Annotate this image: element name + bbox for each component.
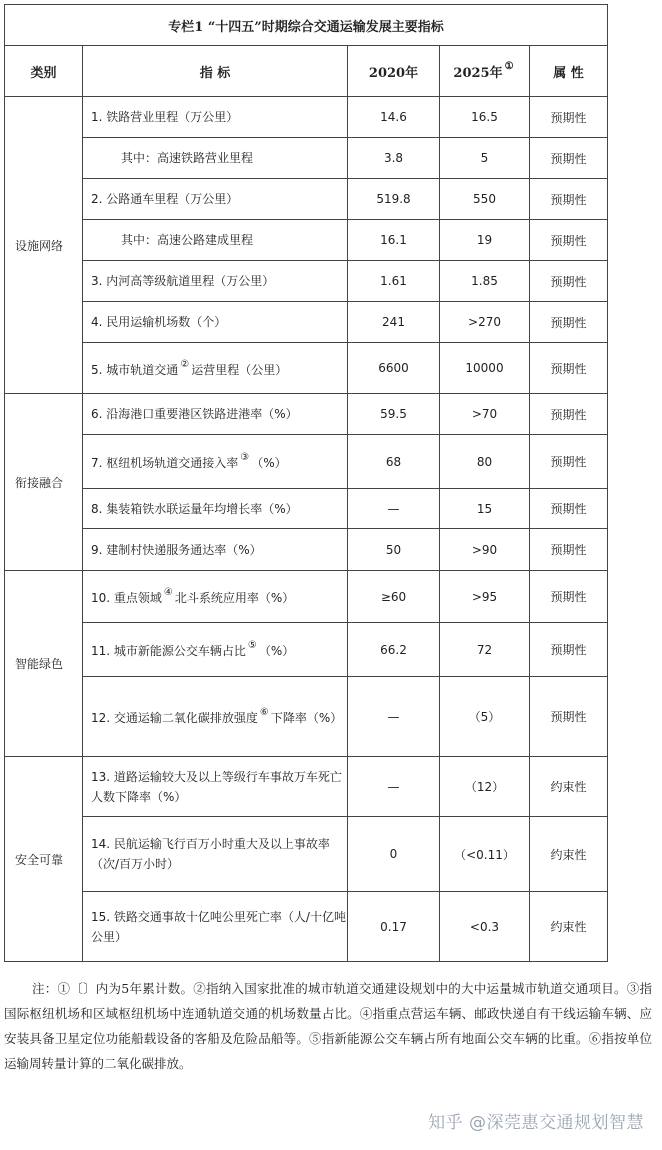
table-row [5, 302, 608, 343]
header-attribute: 属 性 [530, 46, 608, 97]
category-safety-reliability: 安全可靠 [5, 757, 83, 962]
indicator-label: 14. 民航运输飞行百万小时重大及以上事故率（次/百万小时） [83, 817, 348, 892]
value-2025: 19 [440, 220, 530, 261]
value-2020: 3.8 [348, 138, 440, 179]
indicator-label-b: 北斗系统应用率（%） [174, 591, 295, 605]
indicator-label: 15. 铁路交通事故十亿吨公里死亡率（人/十亿吨公里） [83, 892, 348, 962]
value-2020: — [348, 489, 440, 529]
table-row [5, 677, 608, 757]
indicator-label: 2. 公路通车里程（万公里） [83, 179, 348, 220]
table-row [5, 817, 608, 892]
value-2025: 5 [440, 138, 530, 179]
value-2025: 15 [440, 489, 530, 529]
indicator-label: 1. 铁路营业里程（万公里） [83, 97, 348, 138]
value-2025: （12） [440, 757, 530, 817]
indicator-label [83, 435, 348, 489]
table-row [5, 757, 608, 817]
category-facility-network: 设施网络 [5, 97, 83, 394]
table-row [5, 394, 608, 435]
table-row [5, 892, 608, 962]
header-category: 类别 [5, 46, 83, 97]
indicator-label-b: 下降率（%） [270, 711, 343, 725]
header-2025-note: ① [504, 61, 514, 73]
value-2020: 68 [348, 435, 440, 489]
indicator-label-b: （%） [258, 644, 295, 658]
value-2020: — [348, 677, 440, 757]
value-2025: >70 [440, 394, 530, 435]
indicator-label: 13. 道路运输较大及以上等级行车事故万车死亡人数下降率（%） [83, 757, 348, 817]
table-row [5, 489, 608, 529]
value-2025: 16.5 [440, 97, 530, 138]
value-2020: 14.6 [348, 97, 440, 138]
value-2020: 0 [348, 817, 440, 892]
value-2020: 0.17 [348, 892, 440, 962]
value-2020: 59.5 [348, 394, 440, 435]
indicator-label: 3. 内河高等级航道里程（万公里） [83, 261, 348, 302]
value-2025: <0.3 [440, 892, 530, 962]
attribute: 预期性 [530, 179, 608, 220]
footnote-marker: ⑤ [247, 640, 257, 651]
value-2025: 550 [440, 179, 530, 220]
attribute: 预期性 [530, 302, 608, 343]
category-smart-green: 智能绿色 [5, 571, 83, 757]
value-2025: （<0.11） [440, 817, 530, 892]
watermark: 知乎 @深莞惠交通规划智慧 [428, 1113, 644, 1133]
attribute: 预期性 [530, 623, 608, 677]
footnote-marker: ③ [240, 452, 250, 463]
attribute: 预期性 [530, 571, 608, 623]
attribute: 约束性 [530, 817, 608, 892]
footnote-marker: ② [180, 358, 190, 370]
value-2020: 50 [348, 529, 440, 571]
value-2025: 72 [440, 623, 530, 677]
footnotes [4, 976, 652, 1076]
indicator-label: 8. 集装箱铁水联运量年均增长率（%） [83, 489, 348, 529]
header-2025 [440, 46, 530, 97]
table-row [5, 220, 608, 261]
attribute: 预期性 [530, 435, 608, 489]
indicator-label: 6. 沿海港口重要港区铁路进港率（%） [83, 394, 348, 435]
header-indicator: 指 标 [83, 46, 348, 97]
table-row [5, 529, 608, 571]
attribute: 预期性 [530, 97, 608, 138]
attribute: 预期性 [530, 220, 608, 261]
indicator-label [83, 343, 348, 394]
category-connection-integration: 衔接融合 [5, 394, 83, 571]
table-title: 专栏1 “十四五”时期综合交通运输发展主要指标 [5, 5, 608, 46]
indicator-table [4, 4, 608, 962]
indicator-label: 其中：高速公路建成里程 [83, 220, 348, 261]
value-2020: 1.61 [348, 261, 440, 302]
value-2025: >270 [440, 302, 530, 343]
table-row [5, 623, 608, 677]
indicator-label-a: 7. 枢纽机场轨道交通接入率 [91, 456, 239, 470]
table-row [5, 571, 608, 623]
attribute: 预期性 [530, 394, 608, 435]
value-2020: 66.2 [348, 623, 440, 677]
table-row [5, 97, 608, 138]
table-row [5, 435, 608, 489]
value-2020: 241 [348, 302, 440, 343]
value-2025: 80 [440, 435, 530, 489]
attribute: 预期性 [530, 529, 608, 571]
value-2020: 6600 [348, 343, 440, 394]
indicator-label-a: 5. 城市轨道交通 [91, 362, 179, 377]
attribute: 预期性 [530, 677, 608, 757]
indicator-label: 4. 民用运输机场数（个） [83, 302, 348, 343]
footnote-marker: ④ [163, 587, 173, 598]
header-row [5, 46, 608, 97]
value-2020: 16.1 [348, 220, 440, 261]
value-2020: 519.8 [348, 179, 440, 220]
header-2025-label: 2025年 [453, 65, 503, 81]
value-2025: >95 [440, 571, 530, 623]
value-2025: 1.85 [440, 261, 530, 302]
indicator-label-a: 12. 交通运输二氧化碳排放强度 [91, 711, 258, 725]
table-row [5, 343, 608, 394]
attribute: 预期性 [530, 138, 608, 179]
indicator-label-a: 11. 城市新能源公交车辆占比 [91, 644, 246, 658]
attribute: 预期性 [530, 489, 608, 529]
indicator-label-b: 运营里程（公里） [191, 362, 288, 377]
indicator-label: 9. 建制村快递服务通达率（%） [83, 529, 348, 571]
table-row [5, 138, 608, 179]
indicator-label: 其中：高速铁路营业里程 [83, 138, 348, 179]
value-2025: >90 [440, 529, 530, 571]
value-2025: （5） [440, 677, 530, 757]
value-2020: — [348, 757, 440, 817]
value-2020: ≥60 [348, 571, 440, 623]
indicator-label [83, 571, 348, 623]
indicator-label-b: （%） [251, 456, 287, 470]
indicator-table-wrapper [4, 4, 607, 962]
attribute: 约束性 [530, 892, 608, 962]
indicator-label [83, 623, 348, 677]
footnotes-text: 注：①〔〕内为5年累计数。②指纳入国家批准的城市轨道交通建设规划中的大中运量城市轨道交通项目。③指国际枢纽机场和区域枢纽机场中连通轨道交通的机场数量占比。④指重点营运车辆、邮政快递自有干线运输车辆、应安装具备卫星定位功能船载设备的客船及危险品船等。⑤指新能源公交车辆占所有地面公交车辆的比重。⑥指按单位运输周转量计算的二氧化碳排放。 [4, 981, 652, 1071]
attribute: 预期性 [530, 343, 608, 394]
header-2020: 2020年 [348, 46, 440, 97]
value-2025: 10000 [440, 343, 530, 394]
indicator-label [83, 677, 348, 757]
footnote-marker: ⑥ [259, 707, 269, 718]
indicator-label-a: 10. 重点领域 [91, 591, 162, 605]
attribute: 约束性 [530, 757, 608, 817]
table-row [5, 179, 608, 220]
table-row [5, 261, 608, 302]
attribute: 预期性 [530, 261, 608, 302]
